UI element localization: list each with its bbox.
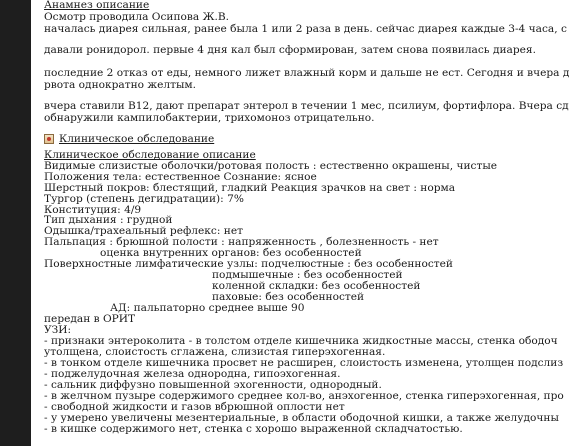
exam-line: Шерстный покров: блестящий, гладкий Реакция зрачков на свет : норма	[44, 182, 456, 194]
exam-line: паховые: без особенностей	[212, 291, 365, 303]
exam-line: Поверхностные лимфатические узлы: подчелюстные : без особенностей	[44, 258, 453, 270]
exam-line: коленной складки: без особенностей	[212, 280, 421, 292]
exam-line: - в кишке содержимого нет, стенка с хорошо выраженной складчатостью.	[44, 423, 463, 435]
document-icon	[44, 134, 54, 144]
anamnesis-line: рвота однократно желтым.	[44, 79, 197, 91]
anamnesis-line: Осмотр проводила Осипова Ж.В.	[44, 11, 229, 23]
exam-line: - в тонком отделе кишечника просвет не расширен, слоистость изменена, утолщен подслиз	[44, 357, 564, 369]
exam-line: утолщена, слоистость сглажена, слизистая гиперэхогенная.	[44, 346, 386, 358]
exam-line: - свободной жидкости и газов вбрюшной оплости нет	[44, 401, 345, 413]
exam-line: передан в ОРИТ	[44, 313, 136, 325]
exam-line: - признаки энтероколита - в толстом отделе кишечника жидкостные массы, стенка ободоч	[44, 335, 558, 347]
medical-record-content	[44, 0, 569, 446]
anamnesis-line: вчера ставили B12, дают препарат энтерол в течении 1 мес, псилиум, фортифлора. Вчера сд	[44, 100, 569, 112]
exam-section-link[interactable]	[44, 133, 214, 145]
exam-line: - поджелудочная железа однородна, гипоэхогенная.	[44, 368, 341, 380]
exam-line: Тип дыхания : грудной	[44, 214, 173, 226]
exam-line: АД: пальпаторно среднее выше 90	[110, 302, 305, 314]
exam-line: Тургор (степень дегидратации): 7%	[44, 193, 244, 205]
exam-line: Одышка/трахеальный рефлекс: нет	[44, 225, 243, 237]
exam-section-label: Клиническое обследование	[59, 133, 215, 145]
exam-line: Видимые слизистые оболочки/ротовая полость : естественно окрашены, чистые	[44, 160, 498, 172]
left-dark-bar	[0, 0, 31, 446]
exam-line: УЗИ:	[44, 324, 72, 336]
anamnesis-line: началась диарея сильная, ранее была 1 или 2 раза в день. сейчас диарея каждые 3-4 часа, с	[44, 23, 567, 35]
exam-line: Конституция: 4/9	[44, 204, 142, 216]
exam-line: Положения тела: естественное Сознание: ясное	[44, 171, 317, 183]
exam-line: подмышечные : без особенностей	[212, 269, 403, 281]
exam-heading: Клиническое обследование описание	[44, 149, 256, 161]
exam-line: - сальник диффузно повышенной эхогенности, однородный.	[44, 379, 382, 391]
anamnesis-heading: Анамнез описание	[44, 0, 150, 11]
exam-line: - у умерено увеличены мезентериальные, в области ободочной кишки, а также желудочны	[44, 412, 559, 424]
anamnesis-line: последние 2 отказ от еды, немного лижет влажный корм и дальше не ест. Сегодня и вчера д	[44, 67, 569, 79]
anamnesis-line: обнаружили кампилобактерии, трихомоноз отрицательно.	[44, 112, 375, 124]
anamnesis-line: давали ронидорол. первые 4 дня кал был сформирован, затем снова появилась диарея.	[44, 44, 536, 56]
exam-line: - в желчном пузыре содержимого среднее кол-во, анэхогенное, стенка гиперэхогенная, про	[44, 390, 564, 402]
exam-line: оценка внутренних органов: без особенностей	[100, 247, 362, 259]
exam-line: Пальпация : брюшной полости : напряженность , болезненность - нет	[44, 236, 439, 248]
